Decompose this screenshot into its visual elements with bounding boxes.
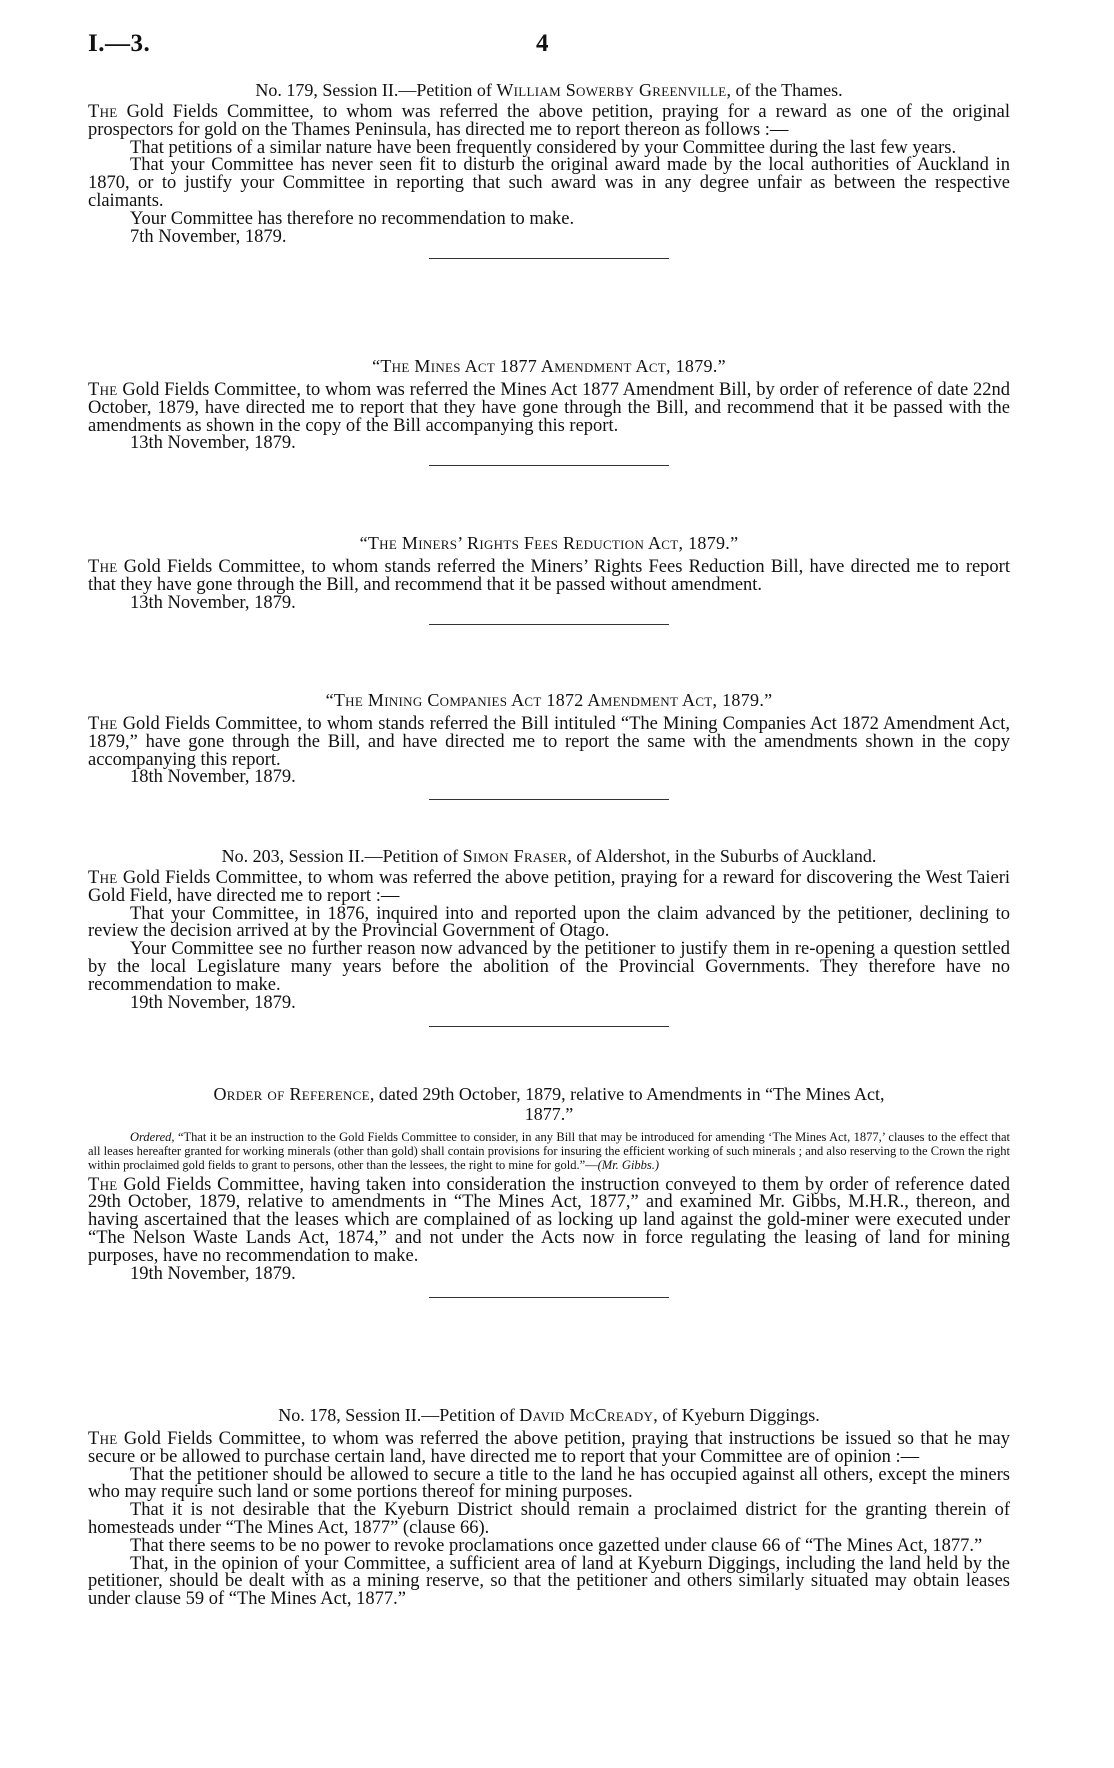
series-reference: I.—3. (88, 30, 151, 57)
paragraph: That there seems to be no power to revoke proclamations once gazetted under clause 66 of “The Mines Act, 1877.” (130, 1535, 983, 1556)
paragraph: The Gold Fields Committee, to whom was referred the Mines Act 1877 Amendment Bill, by order of reference of date 22nd October, 1879, have directed me to report that they have gone through the Bill, and recommend that it be passed with the amendments as shown in the copy of the Bill accompanying this report. (88, 380, 1010, 436)
paragraph: That your Committee has never seen fit to disturb the original award made by the local authorities of Auckland in 1870, or to justify your Committee in reporting that such award was in any degree unfair as between the respective claimants. (88, 155, 1010, 211)
section-title: “The Mines Act 1877 Amendment Act, 1879.” (372, 356, 726, 376)
paragraph: The Gold Fields Committee, to whom was referred the above petition, praying for a reward for discovering the West Taieri Gold Field, have directed me to report :— (88, 868, 1010, 906)
section-title: No. 179, Session II.—Petition of William Sowerby Greenville, of the Thames. (255, 80, 843, 100)
report-date: 19th November, 1879. (130, 1263, 296, 1284)
section-divider (429, 624, 669, 625)
paragraph: The Gold Fields Committee, to whom was referred the above petition, praying that instructions be issued so that he may secure or be allowed to purchase certain land, have directed me to report that your Committee are of opinion :— (88, 1429, 1010, 1467)
report-date: 19th November, 1879. (130, 992, 296, 1013)
section-divider (429, 799, 669, 800)
section-divider (429, 1026, 669, 1027)
paragraph: Your Committee has therefore no recommendation to make. (130, 208, 575, 229)
paragraph: The Gold Fields Committee, to whom stands referred the Miners’ Rights Fees Reduction Bill, have directed me to report that they have gone through the Bill, and recommend that it be passed without amendment. (88, 557, 1010, 595)
section-divider (429, 1297, 669, 1298)
section-order-of-reference (88, 1084, 1010, 1298)
section-title: “The Mining Companies Act 1872 Amendment Act, 1879.” (325, 690, 773, 710)
section-petition-greenville (88, 80, 1010, 259)
report-date: 13th November, 1879. (130, 592, 296, 613)
page-number: 4 (536, 30, 549, 57)
section-mining-companies-act (88, 690, 1010, 800)
section-title: No. 203, Session II.—Petition of Simon Fraser, of Aldershot, in the Suburbs of Auckland. (221, 846, 877, 866)
order-paragraph: Ordered, “That it be an instruction to the Gold Fields Committee to consider, in any Bill that may be introduced for amending ‘The Mines Act, 1877,’ clauses to the effect that all leases hereafter granted for working minerals (other than gold) shall contain provisions for insuring the efficient working of such minerals ; and also reserving to the Crown the right within proclaimed gold fields to grant to persons, other than the lessees, the right to mine for gold.”—(Mr. Gibbs.) (88, 1130, 1010, 1173)
paragraph: That your Committee, in 1876, inquired into and reported upon the claim advanced by the petitioner, declining to review the decision arrived at by the Provincial Government of Otago. (88, 903, 1010, 942)
section-petition-mccready (88, 1405, 1010, 1609)
paragraph: Your Committee see no further reason now advanced by the petitioner to justify them in re-opening a question settled by the local Legislature many years before the abolition of the Provincial Governments. They therefore have no recommendation to make. (88, 939, 1010, 995)
section-title: “The Miners’ Rights Fees Reduction Act, 1879.” (359, 533, 739, 553)
paragraph: The Gold Fields Committee, to whom stands referred the Bill intituled “The Mining Companies Act 1872 Amendment Act, 1879,” have gone through the Bill, and have directed me to report the same with the amendments shown in the copy accompanying this report. (88, 714, 1010, 770)
report-date: 13th November, 1879. (130, 433, 296, 454)
report-date: 7th November, 1879. (130, 226, 287, 247)
section-title: Order of Reference, dated 29th October, 1879, relative to Amendments in “The Mines Act, 1877.” (213, 1084, 885, 1124)
report-date: 18th November, 1879. (130, 767, 296, 788)
section-divider (429, 465, 669, 466)
section-mines-act-amendment (88, 356, 1010, 466)
section-petition-fraser (88, 846, 1010, 1027)
paragraph: The Gold Fields Committee, having taken into consideration the instruction conveyed to them by order of reference dated 29th October, 1879, relative to amendments in “The Mines Act, 1877,” and examined Mr. Gibbs, M.H.R., thereon, and having ascertained that the leases which are complained of as locking up land against the gold-miner were executed under “The Nelson Waste Lands Act, 1874,” and not under the Acts now in force regulating the leasing of land for mining purposes, have no recommendation to make. (88, 1174, 1010, 1266)
section-divider (429, 258, 669, 259)
paragraph: That it is not desirable that the Kyeburn District should remain a proclaimed district for the granting therein of homesteads under “The Mines Act, 1877” (clause 66). (88, 1500, 1010, 1538)
order-text-block (88, 1130, 1010, 1173)
paragraph: The Gold Fields Committee, to whom was referred the above petition, praying for a reward as one of the original prospectors for gold on the Thames Peninsula, has directed me to report thereon as follows :— (88, 102, 1010, 140)
paragraph: That the petitioner should be allowed to secure a title to the land he has occupied against all others, except the miners who may require such land or some portions thereof for mining purposes. (88, 1464, 1010, 1503)
paragraph: That, in the opinion of your Committee, a sufficient area of land at Kyeburn Diggings, including the land held by the petitioner, should be dealt with as a mining reserve, so that the petitioner and others similarly situated may obtain leases under clause 59 of “The Mines Act, 1877.” (88, 1553, 1010, 1610)
section-miners-rights-fees (88, 533, 1010, 625)
paragraph: That petitions of a similar nature have been frequently considered by your Committee during the last few years. (130, 137, 957, 158)
section-title: No. 178, Session II.—Petition of David McCready, of Kyeburn Diggings. (278, 1405, 820, 1425)
